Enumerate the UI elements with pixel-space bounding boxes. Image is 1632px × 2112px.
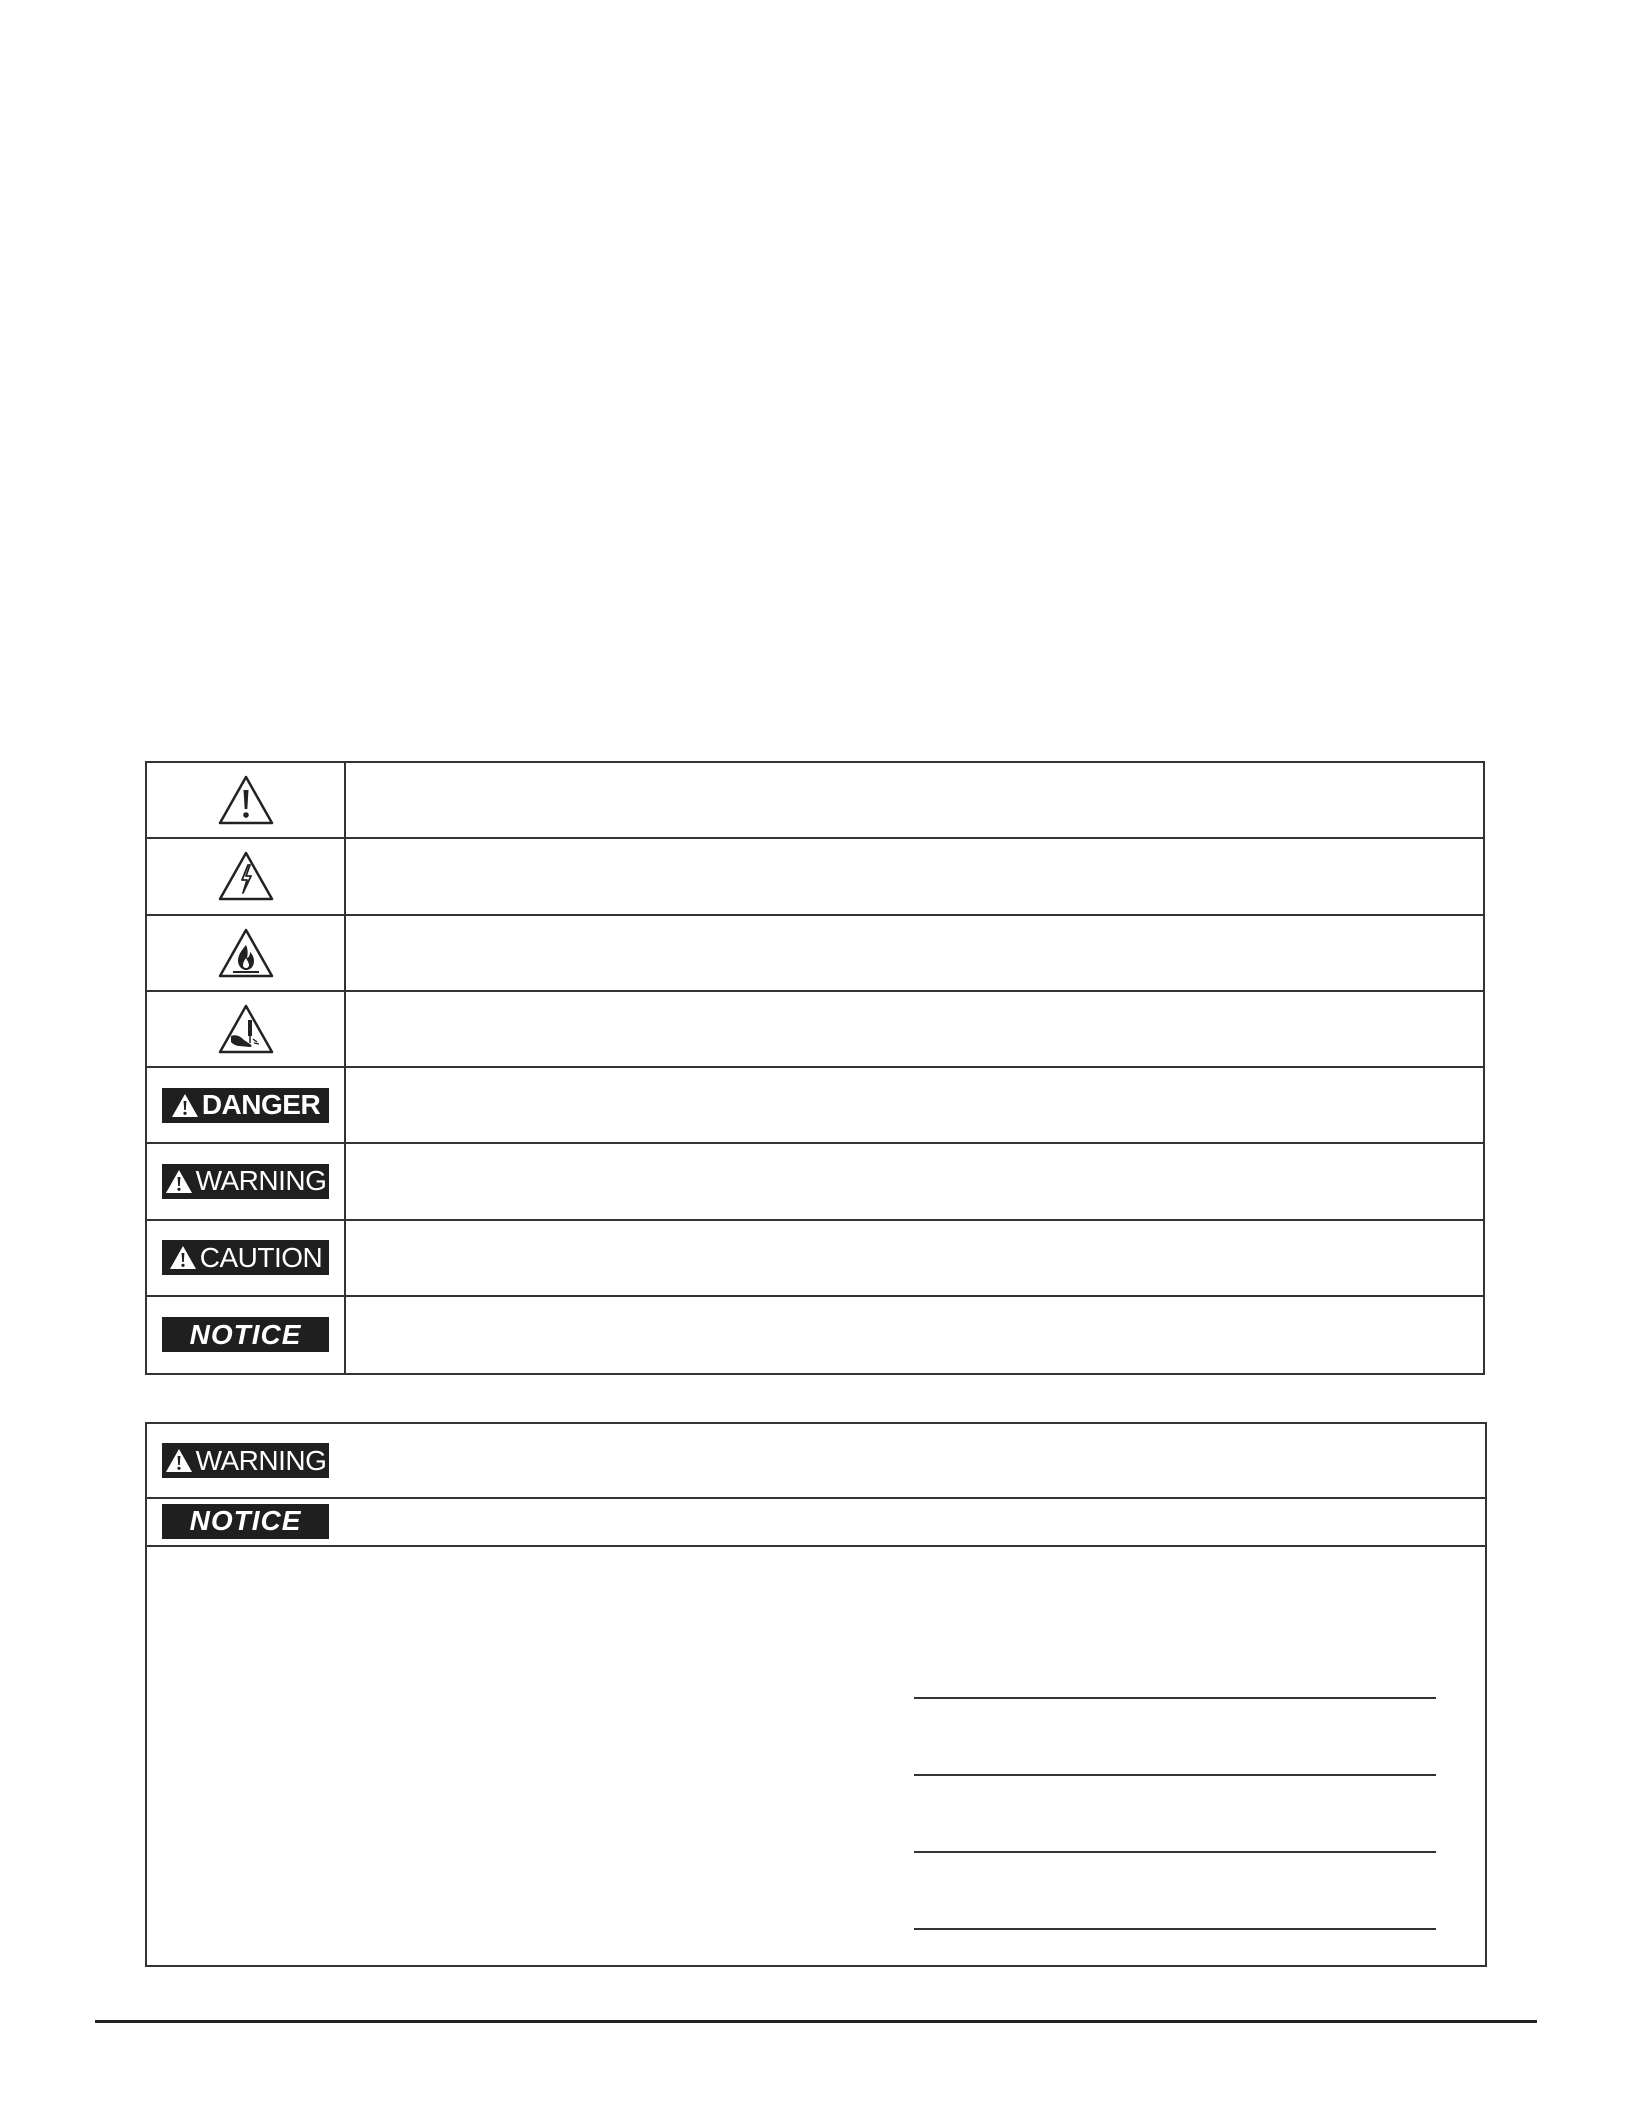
warning-row xyxy=(147,1424,1485,1499)
symbol-cell xyxy=(147,916,346,992)
notice-label xyxy=(162,1317,329,1352)
symbol-description xyxy=(346,1297,1483,1373)
danger-label-text: DANGER xyxy=(201,1089,321,1121)
caution-label-text: CAUTION xyxy=(199,1241,323,1273)
footer-divider xyxy=(95,2020,1537,2023)
symbol-description xyxy=(346,1144,1483,1220)
warning-label xyxy=(162,1164,329,1199)
symbol-description xyxy=(346,1221,1483,1297)
record-blank-line[interactable] xyxy=(914,1851,1436,1853)
high-pressure-injection-icon xyxy=(217,1003,275,1055)
symbol-description xyxy=(346,1068,1483,1144)
safety-alert-icon xyxy=(169,1245,197,1270)
notice-row xyxy=(147,1497,1485,1547)
safety-symbol-table xyxy=(145,761,1485,1375)
warning-label xyxy=(162,1443,329,1478)
notice-label-text: NOTICE xyxy=(189,1318,302,1350)
symbol-description xyxy=(346,839,1483,915)
symbol-cell xyxy=(147,1068,346,1144)
symbol-cell xyxy=(147,992,346,1068)
symbol-cell xyxy=(147,1297,346,1373)
safety-alert-icon xyxy=(217,774,275,826)
danger-label xyxy=(162,1088,329,1123)
warning-label-text: WARNING xyxy=(195,1165,327,1197)
caution-label xyxy=(162,1240,329,1275)
notice-label xyxy=(162,1504,329,1539)
record-blank-line[interactable] xyxy=(914,1697,1436,1699)
symbol-description xyxy=(346,916,1483,992)
symbol-cell xyxy=(147,839,346,915)
safety-alert-icon xyxy=(165,1448,193,1473)
electric-shock-icon xyxy=(217,850,275,902)
symbol-cell xyxy=(147,1221,346,1297)
record-blank-line[interactable] xyxy=(914,1774,1436,1776)
symbol-description xyxy=(346,992,1483,1068)
symbol-cell xyxy=(147,763,346,839)
symbol-description xyxy=(346,763,1483,839)
symbol-cell xyxy=(147,1144,346,1220)
record-blank-line[interactable] xyxy=(914,1928,1436,1930)
warning-label-text: WARNING xyxy=(195,1444,327,1476)
safety-alert-icon xyxy=(171,1093,199,1118)
warning-notice-box xyxy=(145,1422,1487,1967)
notice-label-text: NOTICE xyxy=(189,1505,302,1536)
fire-hazard-icon xyxy=(217,927,275,979)
safety-alert-icon xyxy=(165,1169,193,1194)
